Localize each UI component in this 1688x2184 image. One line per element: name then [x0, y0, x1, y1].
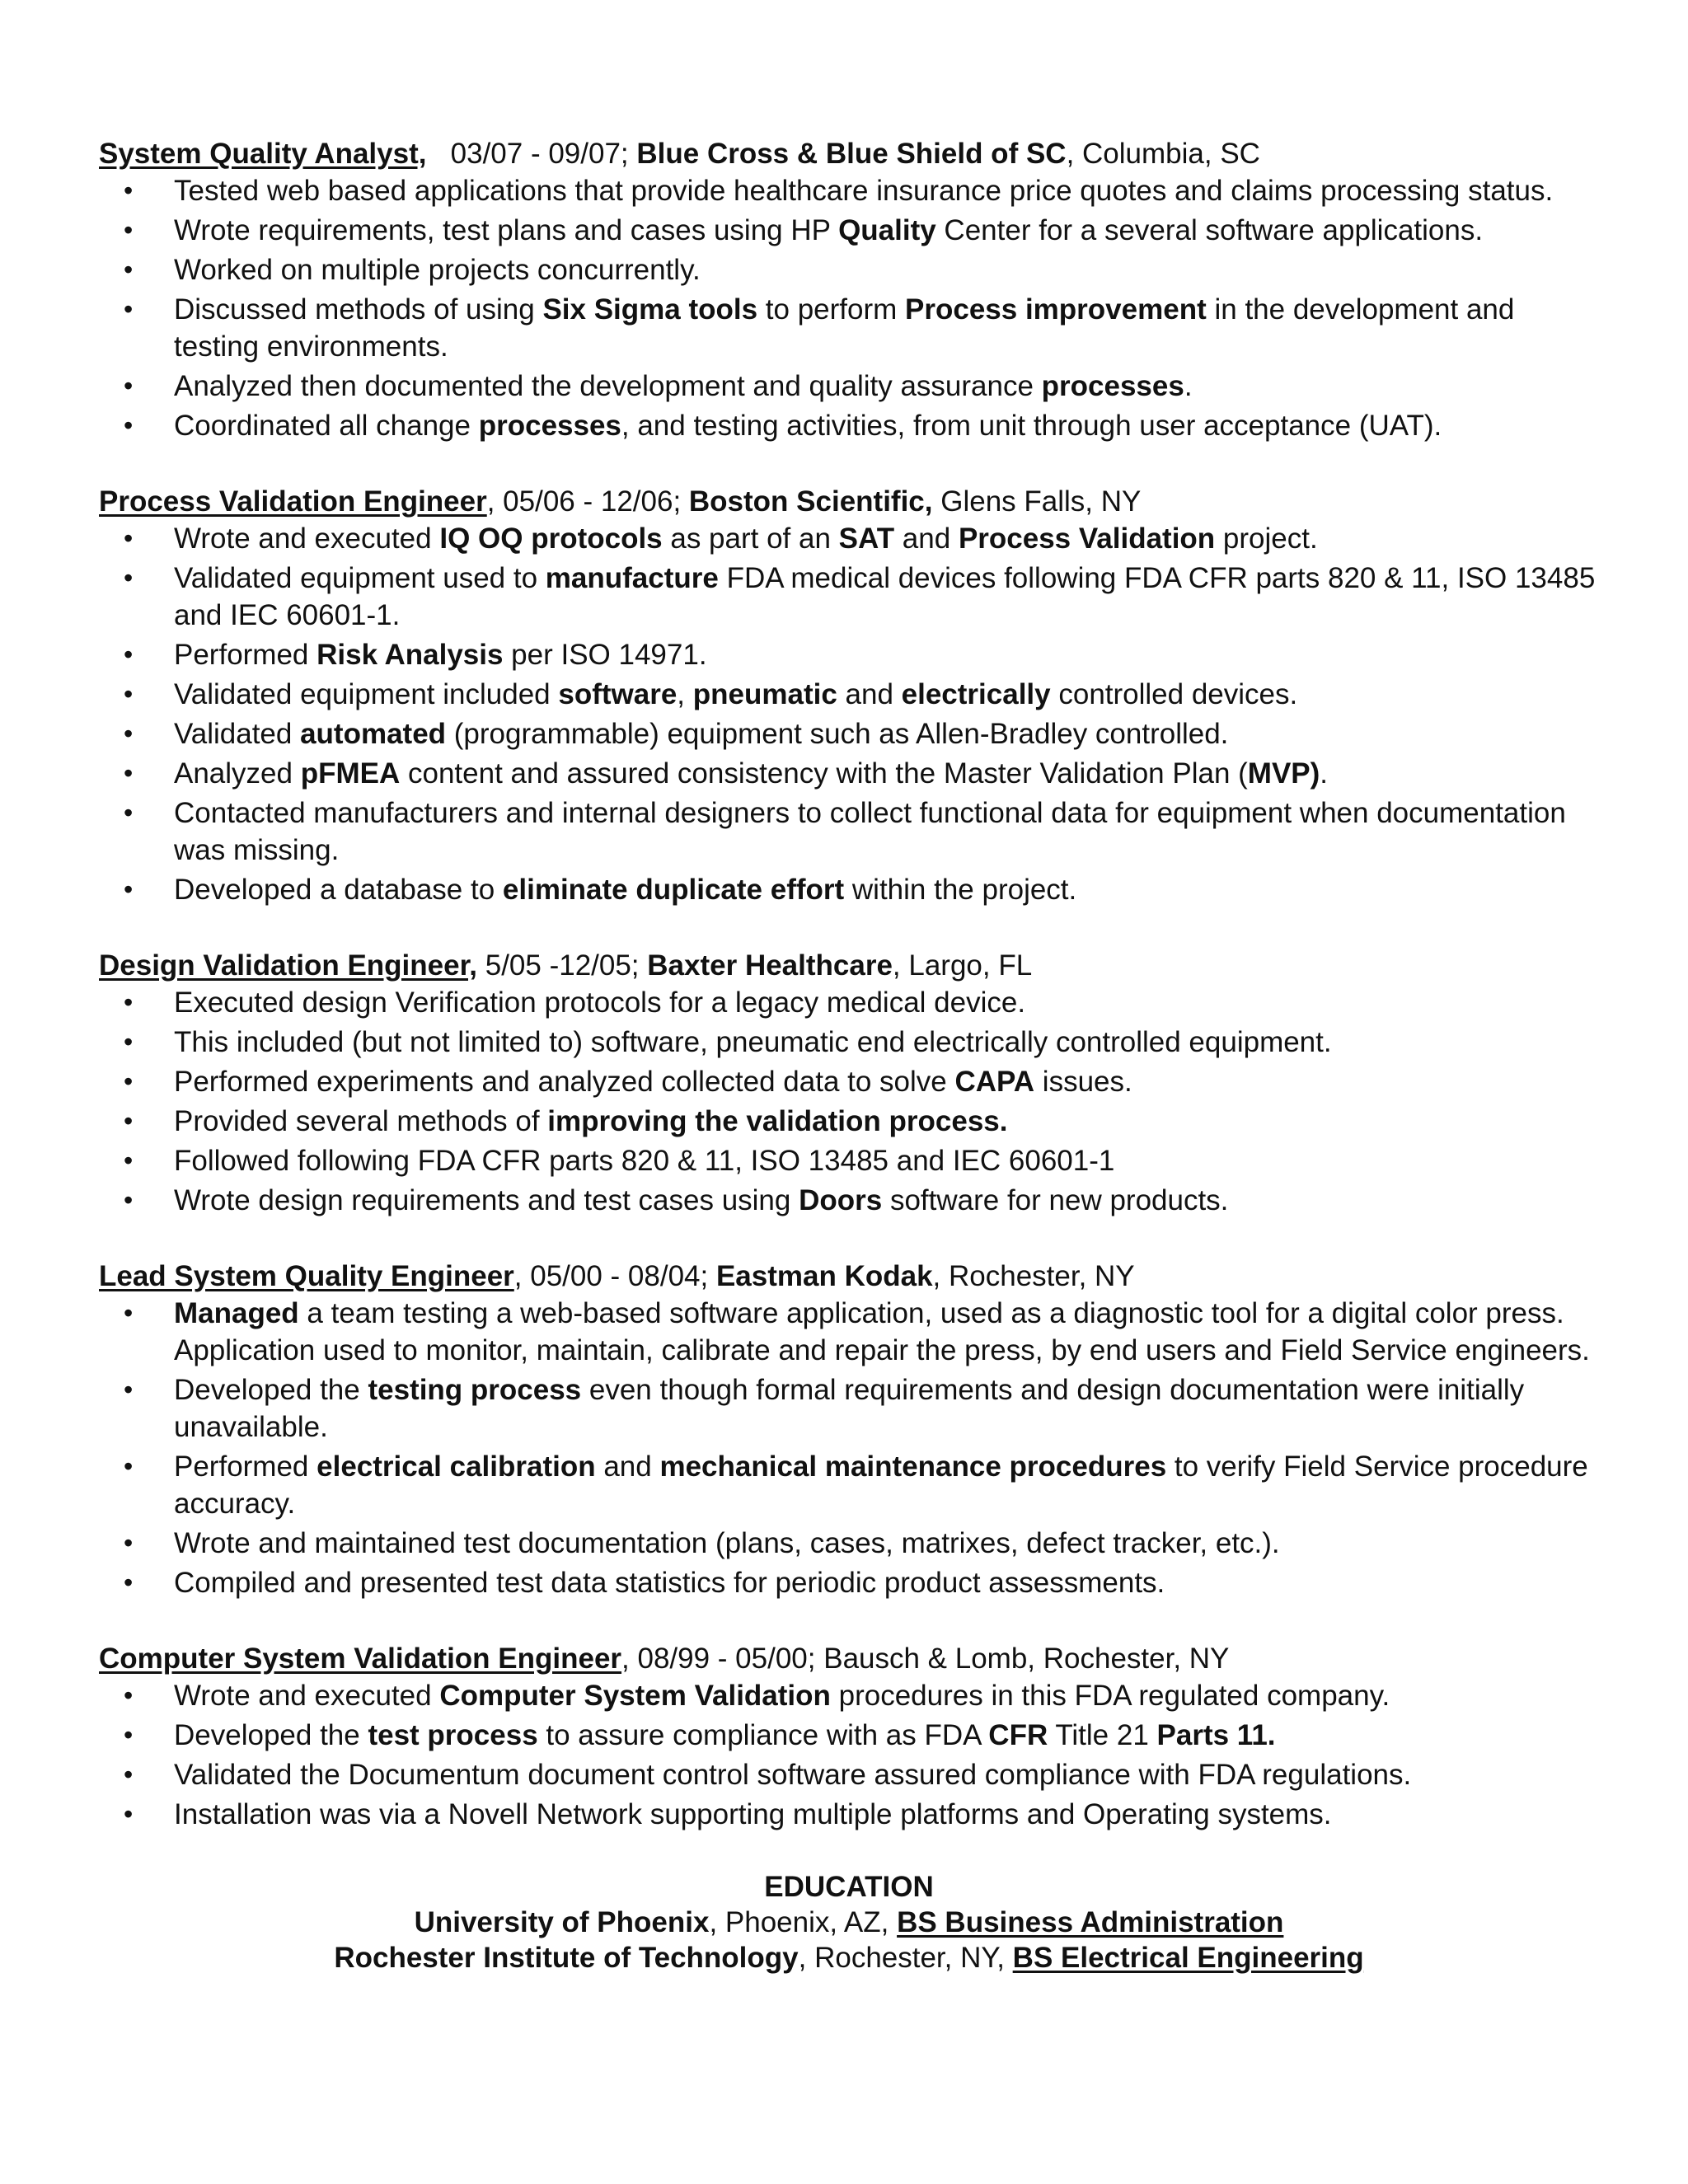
job-title: Process Validation Engineer: [99, 485, 487, 518]
bullet-icon: •: [124, 1106, 134, 1136]
bullet-text: Developed the: [174, 1374, 368, 1406]
bullet-text: to assure compliance with as FDA: [537, 1719, 989, 1751]
bullet-text: (programmable) equipment such as Allen-Bradley controlled.: [446, 718, 1229, 750]
bullet-text: Title 21: [1048, 1719, 1157, 1751]
bullet-text: in the development and testing environments.: [174, 293, 1515, 363]
bullet-text: mechanical maintenance procedures: [659, 1451, 1167, 1483]
bullet-text: Six Sigma tools: [542, 293, 758, 326]
bullet-text: Wrote requirements, test plans and cases using HP: [174, 214, 839, 246]
bullet-item: [99, 1677, 1599, 1714]
degree-name: BS Electrical Engineering: [1012, 1942, 1364, 1974]
bullet-text: ,: [677, 678, 693, 710]
job-meta: Baxter Healthcare: [647, 949, 893, 982]
bullet-text: per ISO 14971.: [503, 639, 707, 671]
bullet-item: [99, 212, 1599, 249]
bullet-item: [99, 871, 1599, 908]
bullet-text: procedures in this FDA regulated company.: [830, 1680, 1390, 1712]
bullet-list: [99, 172, 1599, 444]
bullet-text: software: [558, 678, 678, 710]
bullet-item: [99, 794, 1599, 869]
bullet-icon: •: [124, 758, 134, 788]
bullet-text: Validated the Documentum document control software assured compliance with FDA regulations.: [174, 1759, 1412, 1791]
bullet-icon: •: [124, 640, 134, 669]
bullet-list: [99, 1677, 1599, 1833]
bullet-text: CFR: [988, 1719, 1048, 1751]
job-entry: [99, 483, 1599, 908]
bullet-text: and: [595, 1451, 660, 1483]
job-title: Computer System Validation Engineer: [99, 1643, 622, 1675]
bullet-item: [99, 636, 1599, 673]
experience-section: [99, 135, 1599, 1833]
bullet-text: SAT: [838, 523, 895, 555]
bullet-text: Provided several methods of: [174, 1105, 548, 1137]
bullet-icon: •: [124, 874, 134, 904]
bullet-text: and: [837, 678, 902, 710]
bullet-text: eliminate duplicate effort: [502, 874, 845, 906]
bullet-text: controlled devices.: [1050, 678, 1298, 710]
bullet-text: Performed experiments and analyzed collected data to solve: [174, 1066, 955, 1098]
bullet-item: [99, 1525, 1599, 1562]
job-meta: 5/05 -12/05;: [477, 949, 648, 982]
bullet-text: within the project.: [844, 874, 1077, 906]
job-meta: 03/07 - 09/07;: [426, 138, 637, 170]
bullet-text: Wrote and executed: [174, 523, 440, 555]
bullet-text: improving the validation process.: [547, 1105, 1008, 1137]
job-header: [99, 135, 1599, 172]
bullet-item: [99, 172, 1599, 209]
job-title: Lead System Quality Engineer: [99, 1260, 514, 1292]
job-header: [99, 1258, 1599, 1295]
bullet-item: [99, 368, 1599, 405]
job-meta: , Largo, FL: [892, 949, 1033, 982]
bullet-text: Analyzed: [174, 757, 301, 790]
job-header: [99, 947, 1599, 984]
education-heading: EDUCATION: [764, 1871, 934, 1903]
job-title: System Quality Analyst,: [99, 138, 427, 170]
bullet-text: Contacted manufacturers and internal designers to collect functional data for equipment when documentation was missing.: [174, 797, 1566, 866]
bullet-icon: •: [124, 215, 134, 245]
bullet-text: project.: [1215, 523, 1318, 555]
bullet-list: [99, 984, 1599, 1219]
bullet-text: CAPA: [954, 1066, 1035, 1098]
bullet-icon: •: [124, 1680, 134, 1710]
bullet-text: manufacture: [545, 562, 719, 594]
bullet-icon: •: [124, 798, 134, 827]
bullet-text: Process improvement: [905, 293, 1207, 326]
bullet-icon: •: [124, 1185, 134, 1215]
bullet-icon: •: [124, 679, 134, 709]
school-name: University of Phoenix: [414, 1906, 710, 1938]
bullet-text: automated: [300, 718, 447, 750]
bullet-icon: •: [124, 410, 134, 440]
bullet-text: Validated: [174, 718, 301, 750]
bullet-text: This included (but not limited to) software, pneumatic end electrically controlled equipment.: [174, 1026, 1332, 1058]
resume-page: [99, 135, 1599, 1975]
bullet-icon: •: [124, 255, 134, 284]
bullet-icon: •: [124, 719, 134, 748]
bullet-text: Computer System Validation: [439, 1680, 831, 1712]
bullet-list: [99, 1295, 1599, 1601]
bullet-text: to perform: [757, 293, 906, 326]
bullet-text: Center for a several software applications.: [935, 214, 1484, 246]
bullet-icon: •: [124, 1451, 134, 1481]
school-location: , Phoenix, AZ,: [709, 1906, 898, 1938]
bullet-text: Validated equipment used to: [174, 562, 546, 594]
bullet-icon: •: [124, 987, 134, 1017]
bullet-item: [99, 560, 1599, 634]
bullet-icon: •: [124, 563, 134, 593]
bullet-text: Performed: [174, 639, 317, 671]
bullet-icon: •: [124, 1528, 134, 1558]
bullet-text: Managed: [174, 1297, 299, 1329]
bullet-text: Developed a database to: [174, 874, 503, 906]
job-meta: Blue Cross & Blue Shield of SC: [636, 138, 1067, 170]
education-section: [99, 1869, 1599, 1975]
job-meta: , Columbia, SC: [1066, 138, 1260, 170]
bullet-item: [99, 1756, 1599, 1793]
bullet-text: electrically: [901, 678, 1051, 710]
bullet-text: Coordinated all change: [174, 410, 479, 442]
degree-name: BS Business Administration: [897, 1906, 1284, 1938]
bullet-icon: •: [124, 1146, 134, 1175]
bullet-item: [99, 1024, 1599, 1061]
bullet-item: [99, 251, 1599, 288]
bullet-text: Analyzed then documented the development and quality assurance: [174, 370, 1042, 402]
bullet-icon: •: [124, 1799, 134, 1829]
bullet-item: [99, 1295, 1599, 1369]
bullet-item: [99, 1448, 1599, 1522]
bullet-text: Discussed methods of using: [174, 293, 543, 326]
bullet-item: [99, 1103, 1599, 1140]
bullet-text: Followed following FDA CFR parts 820 & 11, ISO 13485 and IEC 60601-1: [174, 1145, 1115, 1177]
job-meta: Boston Scientific,: [688, 485, 933, 518]
bullet-icon: •: [124, 1568, 134, 1597]
bullet-item: [99, 520, 1599, 557]
bullet-text: Worked on multiple projects concurrently.: [174, 254, 701, 286]
bullet-item: [99, 1796, 1599, 1833]
bullet-item: [99, 1371, 1599, 1446]
bullet-text: Wrote and maintained test documentation (plans, cases, matrixes, defect tracker, etc.).: [174, 1527, 1280, 1559]
job-meta: Eastman Kodak: [715, 1260, 933, 1292]
job-meta: Glens Falls, NY: [932, 485, 1142, 518]
bullet-text: Executed design Verification protocols for a legacy medical device.: [174, 987, 1026, 1019]
bullet-text: Wrote and executed: [174, 1680, 440, 1712]
bullet-text: Validated equipment included: [174, 678, 559, 710]
bullet-text: software for new products.: [882, 1184, 1229, 1216]
bullet-text: Risk Analysis: [316, 639, 504, 671]
bullet-text: Wrote design requirements and test cases using: [174, 1184, 799, 1216]
bullet-icon: •: [124, 1720, 134, 1750]
bullet-text: MVP): [1247, 757, 1320, 790]
job-header: [99, 483, 1599, 520]
education-entry: [99, 1940, 1599, 1975]
bullet-icon: •: [124, 1298, 134, 1328]
bullet-icon: •: [124, 371, 134, 401]
bullet-text: Developed the: [174, 1719, 368, 1751]
job-meta: , 05/00 - 08/04;: [513, 1260, 716, 1292]
bullet-icon: •: [124, 176, 134, 205]
bullet-item: [99, 1564, 1599, 1601]
bullet-icon: •: [124, 1027, 134, 1057]
bullet-item: [99, 1142, 1599, 1179]
bullet-text: to verify Field Service procedure accuracy.: [174, 1451, 1588, 1520]
bullet-text: issues.: [1034, 1066, 1132, 1098]
bullet-item: [99, 715, 1599, 752]
job-meta: , Rochester, NY: [932, 1260, 1135, 1292]
bullet-text: Quality: [838, 214, 936, 246]
bullet-item: [99, 1182, 1599, 1219]
job-entry: [99, 1640, 1599, 1833]
job-title: Design Validation Engineer,: [99, 949, 477, 982]
bullet-icon: •: [124, 294, 134, 324]
bullet-text: FDA medical devices following FDA CFR parts 820 & 11, ISO 13485 and IEC 60601-1.: [174, 562, 1596, 631]
bullet-item: [99, 1717, 1599, 1754]
job-entry: [99, 947, 1599, 1219]
bullet-text: as part of an: [662, 523, 839, 555]
bullet-item: [99, 676, 1599, 713]
education-entry: [99, 1905, 1599, 1940]
bullet-icon: •: [124, 1066, 134, 1096]
bullet-text: Performed: [174, 1451, 317, 1483]
bullet-text: electrical calibration: [316, 1451, 596, 1483]
bullet-icon: •: [124, 1375, 134, 1404]
job-meta: , 05/06 - 12/06;: [486, 485, 689, 518]
bullet-icon: •: [124, 523, 134, 553]
job-meta: , 08/99 - 05/00; Bausch & Lomb, Rochester, NY: [621, 1643, 1230, 1675]
bullet-text: Doors: [799, 1184, 883, 1216]
bullet-text: Tested web based applications that provide healthcare insurance price quotes and claims processing status.: [174, 175, 1554, 207]
school-name: Rochester Institute of Technology: [334, 1942, 799, 1974]
bullet-item: [99, 291, 1599, 365]
bullet-list: [99, 520, 1599, 908]
bullet-text: content and assured consistency with the Master Validation Plan (: [400, 757, 1248, 790]
bullet-text: and: [894, 523, 959, 555]
bullet-text: processes: [478, 410, 621, 442]
bullet-text: IQ OQ protocols: [439, 523, 663, 555]
bullet-text: testing process: [368, 1374, 582, 1406]
bullet-icon: •: [124, 1760, 134, 1789]
bullet-text: Compiled and presented test data statistics for periodic product assessments.: [174, 1567, 1165, 1599]
bullet-text: .: [1184, 370, 1193, 402]
job-entry: [99, 135, 1599, 444]
bullet-text: , and testing activities, from unit through user acceptance (UAT).: [621, 410, 1442, 442]
bullet-text: Installation was via a Novell Network supporting multiple platforms and Operating systems.: [174, 1798, 1332, 1830]
job-entry: [99, 1258, 1599, 1601]
bullet-item: [99, 1063, 1599, 1100]
bullet-text: pneumatic: [692, 678, 837, 710]
bullet-text: test process: [368, 1719, 538, 1751]
job-header: [99, 1640, 1599, 1677]
bullet-text: even though formal requirements and design documentation were initially unavailable.: [174, 1374, 1525, 1443]
bullet-item: [99, 407, 1599, 444]
bullet-text: a team testing a web-based software application, used as a diagnostic tool for a digital color press. Application used to monitor, maintain, calibrate and repair the press, by end users and Field Service engineers.: [174, 1297, 1590, 1366]
bullet-text: processes: [1041, 370, 1184, 402]
bullet-text: pFMEA: [300, 757, 401, 790]
school-location: , Rochester, NY,: [798, 1942, 1013, 1974]
bullet-text: .: [1320, 757, 1329, 790]
bullet-item: [99, 984, 1599, 1021]
bullet-text: Process Validation: [958, 523, 1216, 555]
bullet-text: Parts 11.: [1156, 1719, 1276, 1751]
bullet-item: [99, 755, 1599, 792]
